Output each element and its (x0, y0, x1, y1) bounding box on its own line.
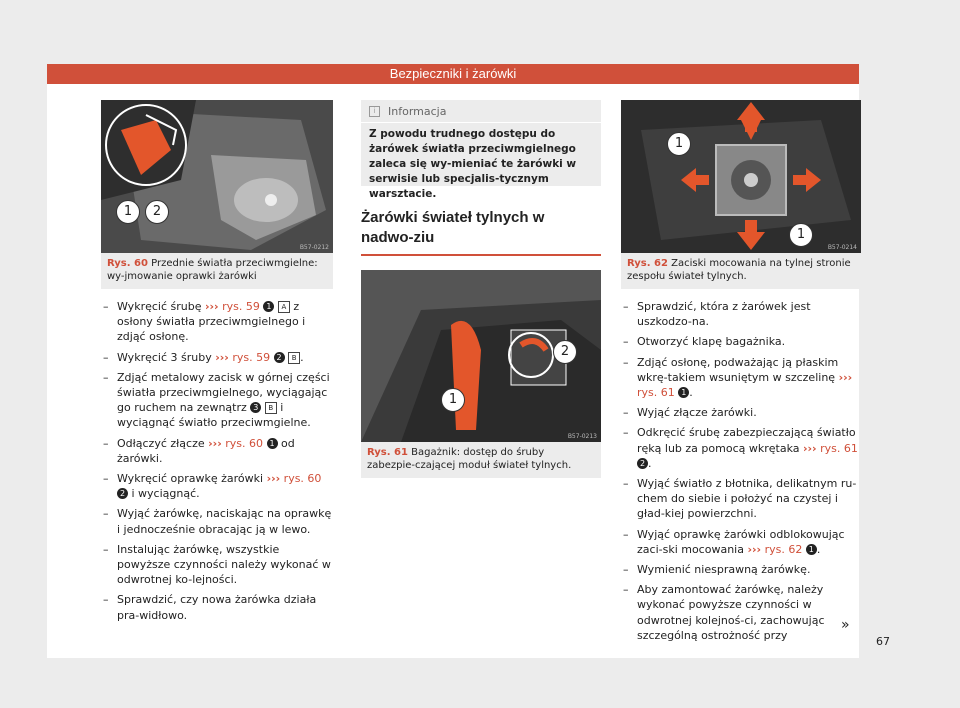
figure-link[interactable]: rys. 61 (637, 386, 675, 400)
caption-text: Zaciski mocowania na tylnej stronie zespołu świateł tylnych. (627, 258, 851, 282)
info-label: Informacja (388, 104, 447, 118)
step-item: – Wykręcić 3 śruby ››› rys. 59 2 B . (101, 350, 333, 365)
step-item: – Odłączyć złącze ››› rys. 60 1 od żarówki. (101, 436, 333, 466)
callout-2: 2 (145, 200, 169, 224)
step-item: – Wyjąć żarówkę, naciskając na oprawkę i jednocześnie obracając ją w lewo. (101, 506, 333, 536)
info-box (361, 100, 601, 200)
step-item: – Wyjąć złącze żarówki. (621, 405, 861, 420)
figure-code: B57-0214 (827, 244, 857, 251)
procedure-steps (101, 299, 333, 623)
callout-1-bottom: 1 (789, 223, 813, 247)
step-item: – Zdjąć osłonę, podważając ją płaskim wkrę-takiem wsuniętym w szczelinę ››› rys. 61 1 . (621, 355, 861, 401)
step-item: – Zdjąć metalowy zacisk w górnej części światła przeciwmgielnego, wyciągając go ruchem na zewnątrz 3 B i wyciągnąć światło przeciwmgielne. (101, 370, 333, 431)
step-item: – Aby zamontować żarówkę, należy wykonać powyższe czynności w odwrotnej kolejnoś-ci, zachowując szczególną ostrożność przy (621, 582, 861, 643)
step-item: – Wykręcić oprawkę żarówki ››› rys. 60 2 i wyciągnąć. (101, 471, 333, 501)
step-item: – Instalując żarówkę, wszystkie powyższe czynności należy wykonać w odwrotnej ko-lejności. (101, 542, 333, 588)
info-icon: i (369, 106, 380, 117)
section-title: Żarówki świateł tylnych w nadwo-ziu (361, 208, 601, 256)
callout-1-top: 1 (667, 132, 691, 156)
info-header (361, 100, 601, 123)
caption-ref: Rys. 61 (367, 447, 408, 458)
step-item: – Wykręcić śrubę ››› rys. 59 1 A z osłony światła przeciwmgielnego i zdjąć osłonę. (101, 299, 333, 345)
figure-caption (361, 442, 601, 478)
figure-caption (621, 253, 861, 289)
step-item: – Wymienić niesprawną żarówkę. (621, 562, 861, 577)
figure-link[interactable]: rys. 61 (820, 441, 858, 455)
section-header-bar (47, 64, 859, 84)
callout-1: 1 (116, 200, 140, 224)
figure-link[interactable]: rys. 62 (764, 542, 803, 556)
figure-tail-light (621, 100, 861, 253)
info-text: Z powodu trudnego dostępu do żarówek światła przeciwmgielnego zaleca się wy-mieniać te żarówki w serwisie lub specjalis-tycznym warsztacie. (369, 128, 577, 200)
figure-link[interactable]: rys. 59 (222, 300, 260, 313)
procedure-steps (621, 299, 861, 643)
figure-link[interactable]: rys. 60 (283, 472, 322, 486)
step-item: – Sprawdzić, która z żarówek jest uszkodzo-na. (621, 299, 861, 329)
step-item: – Wyjąć oprawkę żarówki odblokowując zaci-ski mocowania ››› rys. 62 1 . (621, 527, 861, 557)
figure-code: B57-0212 (299, 244, 329, 251)
step-item: – Sprawdzić, czy nowa żarówka działa pra-widłowo. (101, 592, 333, 622)
figure-link[interactable]: rys. 59 (232, 350, 271, 364)
caption-text: Przednie światła przeciwmgielne: wy-jmowanie oprawki żarówki (107, 258, 318, 282)
figure-link[interactable]: rys. 60 (225, 436, 263, 450)
callout-1: 1 (441, 388, 465, 412)
figure-fog-light (101, 100, 333, 253)
caption-text: Bagażnik: dostęp do śruby zabezpie-czającej moduł świateł tylnych. (367, 447, 572, 471)
tail-light-illustration (621, 100, 861, 253)
column-2 (361, 100, 601, 478)
caption-ref: Rys. 62 (627, 258, 668, 269)
section-header-title: Bezpieczniki i żarówki (389, 66, 517, 81)
column-1 (101, 100, 333, 628)
step-item: – Odkręcić śrubę zabezpieczającą światło ręką lub za pomocą wkrętaka ››› rys. 61 2 . (621, 425, 861, 471)
figure-trunk (361, 270, 601, 442)
caption-ref: Rys. 60 (107, 258, 148, 269)
step-item: – Wyjąć światło z błotnika, delikatnym ru-chem do siebie i położyć na czystej i gład-kiej powierzchni. (621, 476, 861, 522)
page-number: 67 (876, 635, 890, 648)
figure-code: B57-0213 (567, 433, 597, 440)
fog-light-illustration (101, 100, 333, 253)
column-3 (621, 100, 861, 648)
figure-caption (101, 253, 333, 289)
step-item: – Otworzyć klapę bagażnika. (621, 334, 861, 349)
continue-mark: » (841, 617, 850, 633)
callout-2: 2 (553, 340, 577, 364)
